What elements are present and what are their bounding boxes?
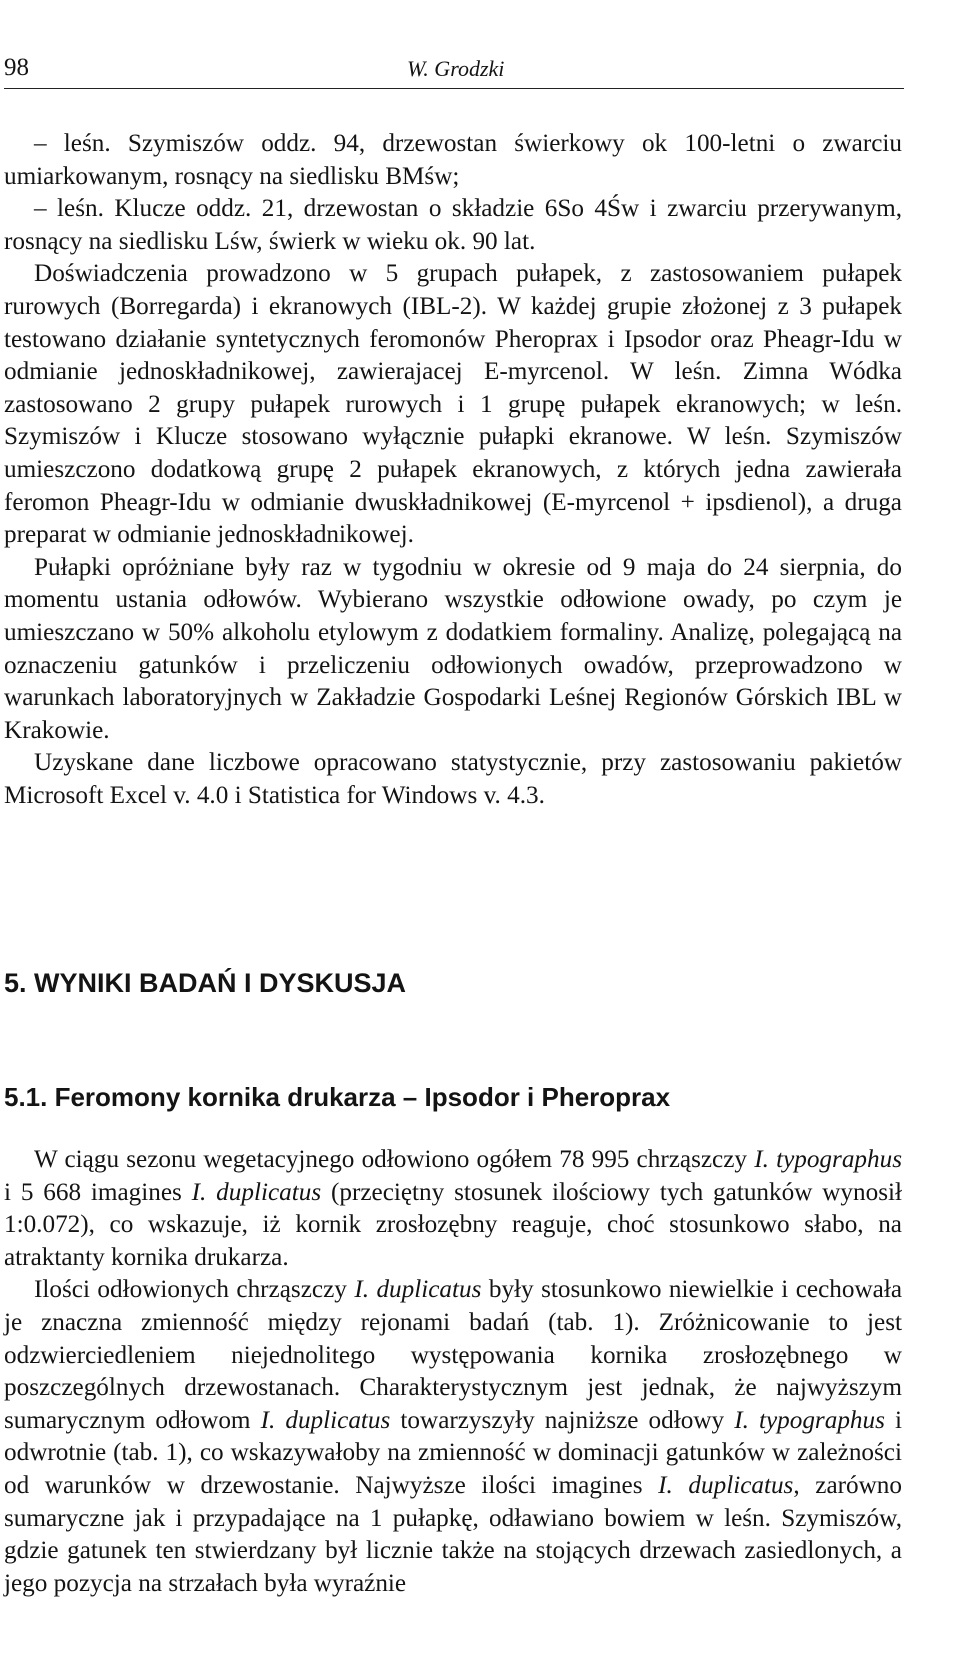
methods-text bbox=[4, 128, 902, 812]
species-name: I. duplicatus bbox=[354, 1276, 482, 1304]
section-heading: 5. WYNIKI BADAŃ I DYSKUSJA bbox=[4, 968, 407, 998]
site-item-klucze: – leśn. Klucze oddz. 21, drzewostan o składzie 6So 4Św i zwarciu przerywanym, rosnący na siedlisku Lśw, świerk w wieku ok. 90 lat. bbox=[4, 195, 902, 255]
species-name: I. duplicatus bbox=[191, 1178, 322, 1206]
paragraph-sampling: Pułapki opróżniane były raz w tygodniu w okresie od 9 maja do 24 sierpnia, do momentu ustania odłowów. Wybierano wszystkie odłowione owady, po czym je umieszczano w 50% alkoholu etylowym z dodatkiem formaliny. Analizę, polegającą na oznaczeniu gatunków i przeliczeniu odłowionych owadów, przeprowadzono w warunkach laboratoryjnych w Zakładzie Gospodarki Leśnej Regionów Górskich IBL w Krakowie. bbox=[4, 553, 902, 744]
page-number: 98 bbox=[4, 54, 29, 81]
site-item-szymiszow: – leśn. Szymiszów oddz. 94, drzewostan świerkowy ok 100-letni o zwarciu umiarkowanym, rosnący na siedlisku BMśw; bbox=[4, 130, 902, 190]
paragraph-traps: Doświadczenia prowadzono w 5 grupach pułapek, z zastosowaniem pułapek rurowych (Borregarda) i ekranowych (IBL-2). W każdej grupie złożonej z 3 pułapek testowano działanie syntetycznych feromonów Pheroprax i Ipsodor oraz Pheagr-Idu w odmianie jednoskładnikowej, zawierajacej E-myrcenol. W leśn. Zimna Wódka zastosowano 2 grupy pułapek rurowych i 1 grupę pułapek ekranowych; w leśn. Szymiszów i Klucze stosowano wyłącznie pułapki ekranowe. W leśn. Szymiszów umieszczono dodatkową grupę 2 pułapek ekranowych, z których jedna zawierała feromon Pheagr-Idu w odmianie dwuskładnikowej (E-myrcenol + ipsdienol), a druga preparat w odmianie jednoskładnikowej. bbox=[4, 260, 902, 549]
species-name: I. typographus bbox=[734, 1406, 885, 1434]
paragraph-duplicatus-variation: Ilości odłowionych chrząszczy I. duplicatus były stosunkowo niewielkie i cechowała je znaczna zmienność między rejonami badań (tab. 1). Zróżnicowanie to jest odzwierciedleniem niejednolitego występowania kornika zrosłozębnego w poszczególnych drzewostanach. Charakterystycznym jest jednak, że najwyższym sumarycznym odłowom I. duplicatus towarzyszyły najniższe odłowy I. typographus i odwrotnie (tab. 1), co wskazywałoby na zmienność w dominacji gatunków w zależności od warunków w drzewostanie. Najwyższe ilości imagines I. duplicatus, zarówno sumaryczne jak i przypadające na 1 pułapkę, odławiano bowiem w leśn. Szymiszów, gdzie gatunek ten stwierdzany był licznie także na stojących drzewach zasiedlonych, a jego pozycja na strzałach była wyraźnie bbox=[4, 1276, 902, 1597]
paragraph-catch-totals: W ciągu sezonu wegetacyjnego odłowiono ogółem 78 995 chrząszczy I. typographus i 5 668 imagines I. duplicatus (przeciętny stosunek ilościowy tych gatunków wynosił 1:0.072), co wskazuje, iż kornik zrosłozębny reaguje, choć stosunkowo słabo, na atraktanty kornika drukarza. bbox=[4, 1146, 903, 1271]
running-header bbox=[4, 52, 904, 89]
species-name: I. duplicatus bbox=[658, 1471, 794, 1499]
paragraph-statistics: Uzyskane dane liczbowe opracowano statystycznie, przy zastosowaniu pakietów Microsoft Excel v. 4.0 i Statistica for Windows v. 4.3. bbox=[4, 749, 902, 809]
results-text bbox=[4, 1144, 902, 1600]
species-name: I. typographus bbox=[754, 1146, 903, 1173]
subsection-heading: 5.1. Feromony kornika drukarza – Ipsodor i Pheroprax bbox=[4, 1082, 671, 1112]
running-head-author: W. Grodzki bbox=[407, 56, 505, 81]
species-name: I. duplicatus bbox=[260, 1406, 391, 1434]
